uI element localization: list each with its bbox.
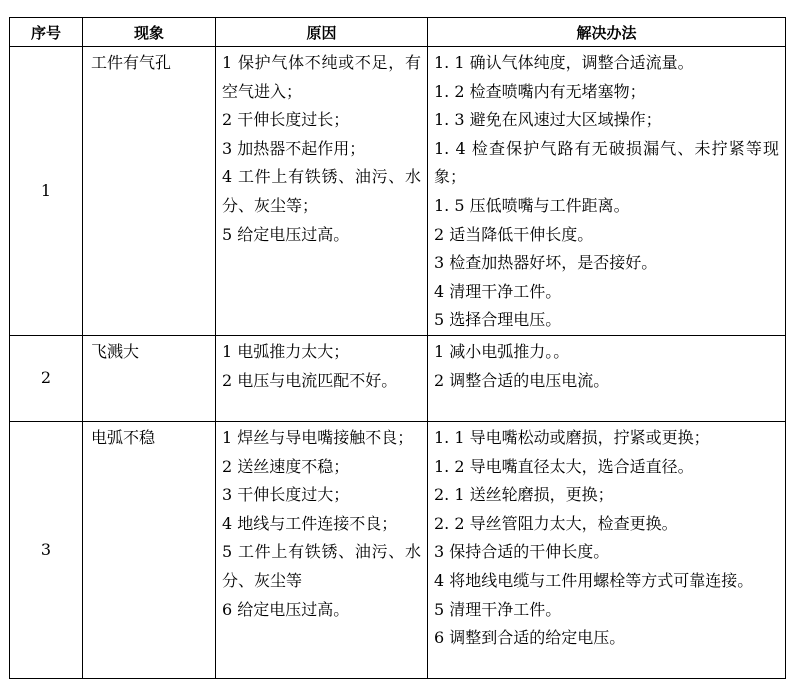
solution-item: 2 适当降低干伸长度。 [434,224,594,244]
phenomenon-cell: 工件有气孔 [83,47,216,336]
table-row [10,335,786,421]
solution-item: 6 调整到合适的给定电压。 [434,628,626,648]
solution-item: 1 减小电弧推力。。 [434,341,570,361]
cause-item: 5 工件上有铁锈、油污、水分、灰尘等 [222,542,421,590]
cause-item: 1 电弧推力太大； [222,341,350,361]
cause-item: 2 送丝速度不稳； [222,456,350,476]
cause-item: 5 给定电压过高。 [222,224,350,244]
solution-item: 1. 2 导电嘴直径太大，选合适直径。 [434,456,694,476]
row-number: 1 [10,47,83,336]
solution-item: 2 调整合适的电压电流。 [434,370,610,390]
solution-item: 3 检查加热器好坏，是否接好。 [434,253,658,273]
table-row [10,47,786,336]
solution-item: 5 选择合理电压。 [434,310,562,330]
cause-cell [216,421,428,678]
solution-item: 2. 2 导丝管阻力太大，检查更换。 [434,513,678,533]
header-seq: 序号 [10,18,83,47]
cause-item: 3 加热器不起作用； [222,138,366,158]
cause-item: 1 保护气体不纯或不足，有空气进入； [222,53,421,101]
solution-item: 1. 1 导电嘴松动或磨损，拧紧或更换； [434,427,710,447]
solution-item: 1. 2 检查喷嘴内有无堵塞物； [434,81,646,101]
cause-cell [216,47,428,336]
solution-item: 1. 4 检查保护气路有无破损漏气、未拧紧等现象； [434,138,779,187]
table-row [10,421,786,678]
cause-item: 2 电压与电流匹配不好。 [222,370,398,390]
solution-item: 4 将地线电缆与工件用螺栓等方式可靠连接。 [434,570,754,590]
solution-item: 5 清理干净工件。 [434,599,562,619]
troubleshooting-table [9,17,786,679]
solution-cell [428,47,786,336]
header-solution: 解决办法 [428,18,786,47]
phenomenon-cell: 飞溅大 [83,335,216,421]
cause-item: 6 给定电压过高。 [222,599,350,619]
cause-item: 1 焊丝与导电嘴接触不良； [222,427,414,447]
cause-item: 4 地线与工件连接不良； [222,513,398,533]
row-number: 2 [10,335,83,421]
header-row [10,18,786,47]
solution-item: 1. 5 压低喷嘴与工件距离。 [434,195,630,215]
cause-item: 4 工件上有铁锈、油污、水分、灰尘等； [222,167,421,215]
cause-item: 3 干伸长度过大； [222,485,350,505]
phenomenon-cell: 电弧不稳 [83,421,216,678]
cause-cell [216,335,428,421]
header-cause: 原因 [216,18,428,47]
solution-item: 1. 3 避免在风速过大区域操作； [434,110,662,130]
solution-cell [428,421,786,678]
solution-item: 3 保持合适的干伸长度。 [434,542,610,562]
solution-item: 2. 1 送丝轮磨损，更换； [434,485,614,505]
row-number: 3 [10,421,83,678]
header-phenomenon: 现象 [83,18,216,47]
solution-cell [428,335,786,421]
solution-item: 1. 1 确认气体纯度，调整合适流量。 [434,53,694,72]
solution-item: 4 清理干净工件。 [434,281,562,301]
cause-item: 2 干伸长度过长； [222,110,350,130]
